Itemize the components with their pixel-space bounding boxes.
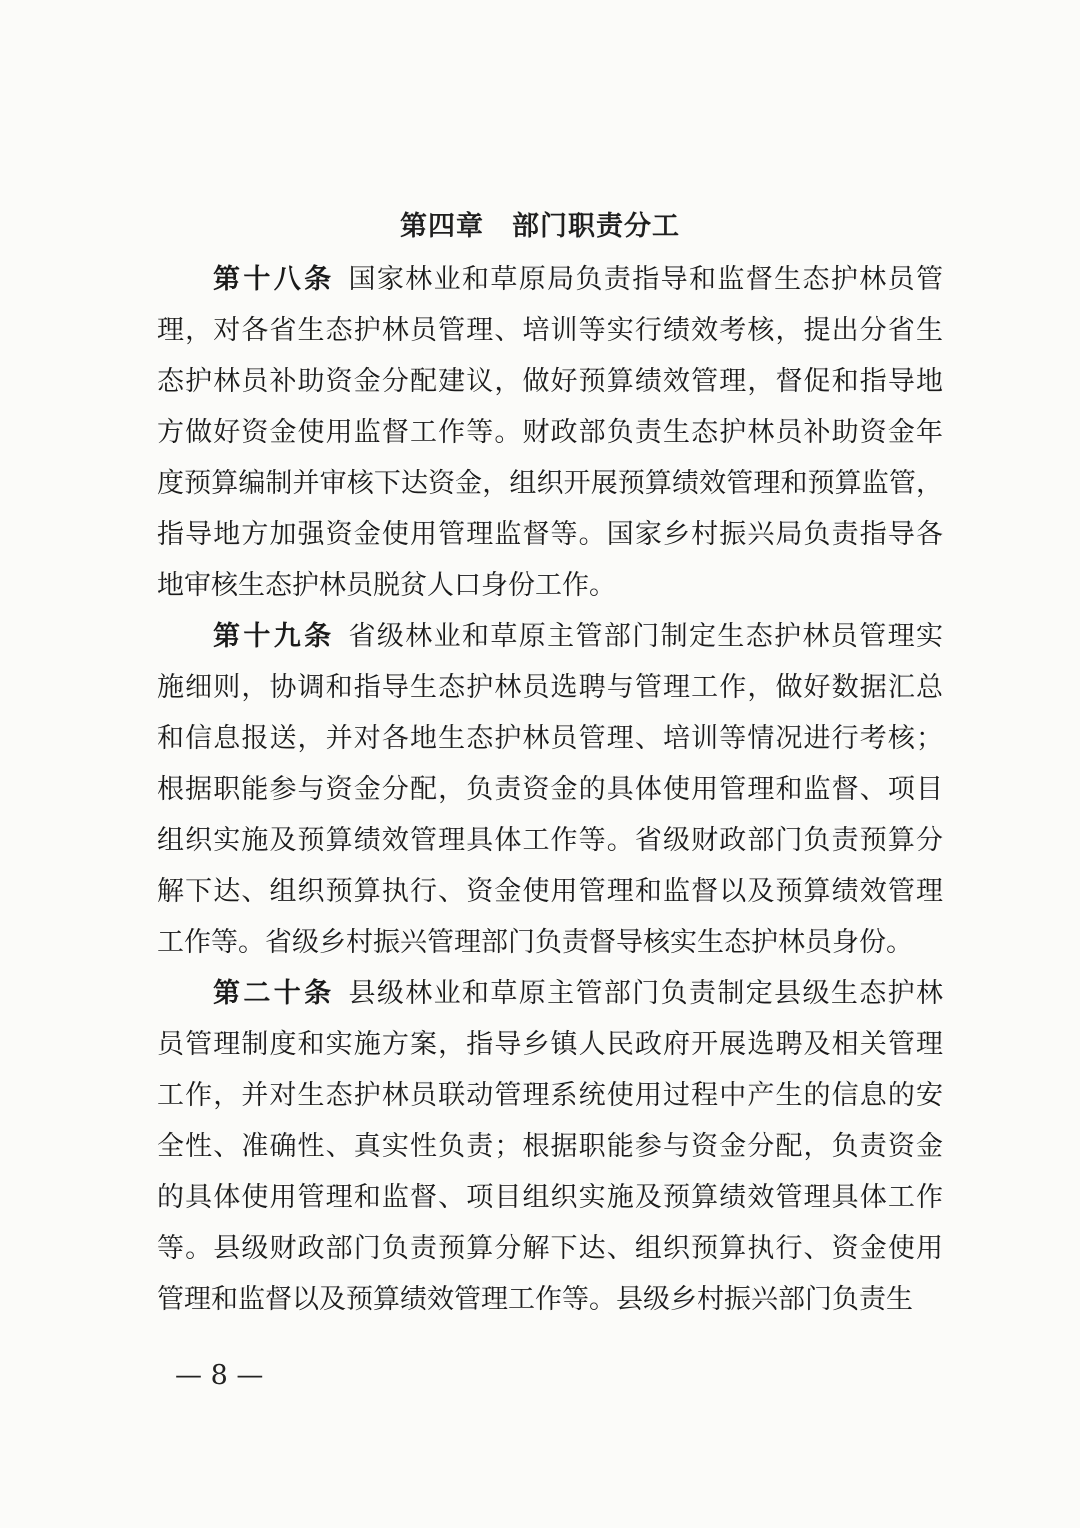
line-text: 等。县级财政部门负责预算分解下达、组织预算执行、资金使用	[157, 1233, 943, 1264]
text-line	[157, 662, 943, 713]
line-text: 施细则，协调和指导生态护林员选聘与管理工作，做好数据汇总	[157, 672, 943, 703]
text-line	[157, 1019, 943, 1070]
line-text: 和信息报送，并对各地生态护林员管理、培训等情况进行考核；	[157, 723, 943, 754]
text-line	[157, 968, 943, 1019]
chapter-title	[0, 202, 1080, 252]
text-line	[157, 407, 943, 458]
line-text: 县级林业和草原主管部门负责制定县级生态护林	[348, 978, 943, 1009]
line-text: 地审核生态护林员脱贫人口身份工作。	[157, 570, 616, 601]
article-number: 第二十条	[213, 978, 335, 1009]
text-line	[157, 866, 943, 917]
text-line	[157, 815, 943, 866]
chapter-name: 部门职责分工	[512, 211, 680, 242]
line-text: 省级林业和草原主管部门制定生态护林员管理实	[348, 621, 943, 652]
document-body	[157, 254, 943, 1325]
line-text: 员管理制度和实施方案，指导乡镇人民政府开展选聘及相关管理	[157, 1029, 943, 1060]
text-line	[157, 254, 943, 305]
article-number: 第十九条	[213, 621, 335, 652]
text-line	[157, 764, 943, 815]
text-line	[157, 305, 943, 356]
line-text: 指导地方加强资金使用管理监督等。国家乡村振兴局负责指导各	[157, 519, 943, 550]
text-line	[157, 356, 943, 407]
article-number: 第十八条	[213, 264, 335, 295]
article-paragraph	[157, 968, 943, 1325]
line-text: 工作等。省级乡村振兴管理部门负责督导核实生态护林员身份。	[157, 927, 913, 958]
chapter-number: 第四章	[400, 211, 484, 242]
text-line	[157, 458, 943, 509]
text-line	[157, 713, 943, 764]
text-line	[157, 917, 943, 968]
line-text: 国家林业和草原局负责指导和监督生态护林员管	[348, 264, 943, 295]
article-paragraph	[157, 254, 943, 611]
line-text: 度预算编制并审核下达资金，组织开展预算绩效管理和预算监管，	[157, 468, 943, 499]
line-text: 理，对各省生态护林员管理、培训等实行绩效考核，提出分省生	[157, 315, 943, 346]
line-text: 组织实施及预算绩效管理具体工作等。省级财政部门负责预算分	[157, 825, 943, 856]
line-text: 方做好资金使用监督工作等。财政部负责生态护林员补助资金年	[157, 417, 943, 448]
text-line	[157, 611, 943, 662]
text-line	[157, 1172, 943, 1223]
text-line	[157, 1070, 943, 1121]
line-text: 态护林员补助资金分配建议，做好预算绩效管理，督促和指导地	[157, 366, 943, 397]
text-line	[157, 1274, 943, 1325]
text-line	[157, 560, 943, 611]
text-line	[157, 1223, 943, 1274]
line-text: 根据职能参与资金分配，负责资金的具体使用管理和监督、项目	[157, 774, 943, 805]
line-text: 工作，并对生态护林员联动管理系统使用过程中产生的信息的安	[157, 1080, 943, 1111]
text-line	[157, 1121, 943, 1172]
text-line	[157, 509, 943, 560]
line-text: 全性、准确性、真实性负责；根据职能参与资金分配，负责资金	[157, 1131, 943, 1162]
line-text: 管理和监督以及预算绩效管理工作等。县级乡村振兴部门负责生	[157, 1284, 913, 1315]
line-text: 解下达、组织预算执行、资金使用管理和监督以及预算绩效管理	[157, 876, 943, 907]
page-number: — 8 —	[175, 1360, 264, 1391]
line-text: 的具体使用管理和监督、项目组织实施及预算绩效管理具体工作	[157, 1182, 943, 1213]
article-paragraph	[157, 611, 943, 968]
